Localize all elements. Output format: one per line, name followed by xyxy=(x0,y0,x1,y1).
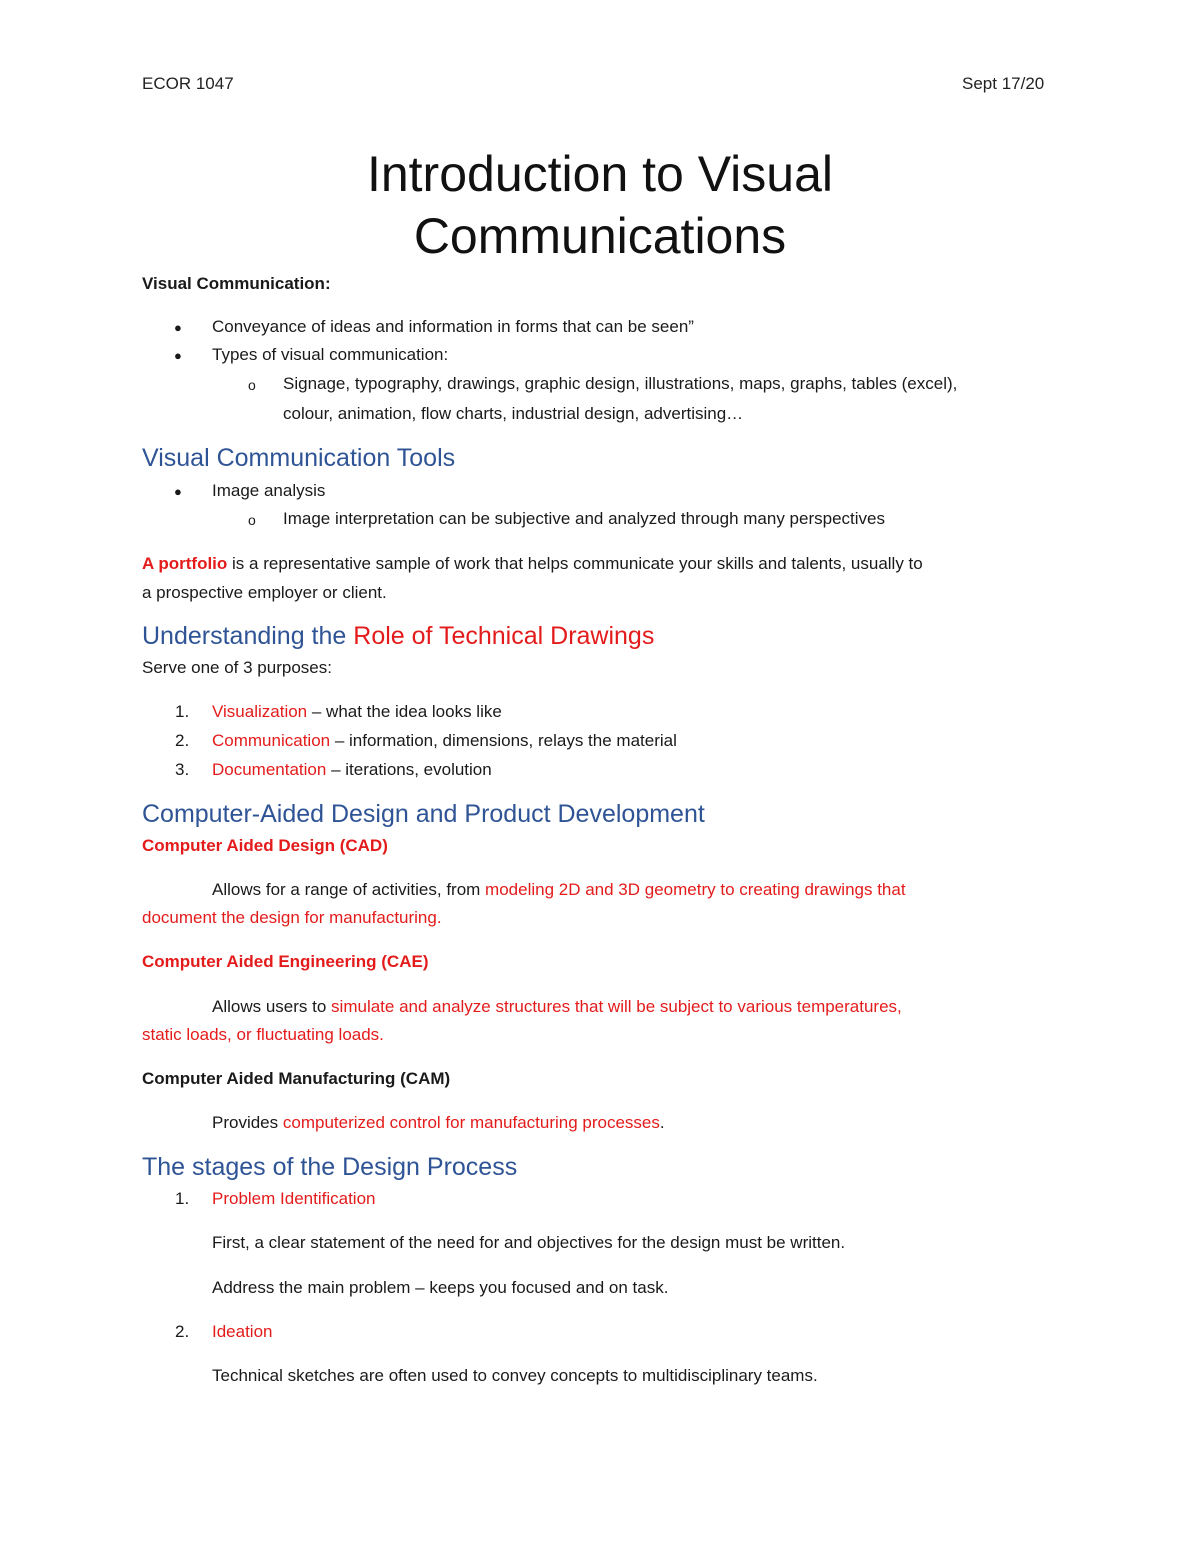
item-description: – what the idea looks like xyxy=(307,702,502,721)
heading-part-highlight: Role of Technical Drawings xyxy=(353,622,655,650)
role-intro: Serve one of 3 purposes: xyxy=(142,658,332,677)
cam-period: . xyxy=(659,1113,665,1132)
heading-design-process-stages: The stages of the Design Process xyxy=(142,1153,518,1181)
heading-visual-communication-tools: Visual Communication Tools xyxy=(142,444,456,472)
cad-paragraph-line2: document the design for manufacturing. xyxy=(142,908,442,927)
section-label-visual-communication: Visual Communication: xyxy=(142,274,331,293)
header-course: ECOR 1047 xyxy=(142,74,234,93)
sub-list-item: Signage, typography, drawings, graphic design, illustrations, maps, graphs, tables (excel), xyxy=(283,374,958,393)
stage-number: 1. xyxy=(175,1189,190,1208)
numbered-item xyxy=(175,702,189,722)
item-number: 1. xyxy=(175,702,190,721)
cae-highlight: simulate and analyze structures that will be subject to various temperatures, xyxy=(331,997,902,1016)
cam-label: Computer Aided Manufacturing (CAM) xyxy=(142,1069,451,1088)
cad-paragraph-line1 xyxy=(212,880,906,900)
item-term: Documentation xyxy=(212,760,327,779)
stage-term: Ideation xyxy=(212,1322,273,1341)
item-description: – iterations, evolution xyxy=(326,760,492,779)
hollow-circle-icon: o xyxy=(248,512,256,528)
cam-highlight: computerized control for manufacturing processes xyxy=(282,1113,660,1132)
portfolio-paragraph-line2: a prospective employer or client. xyxy=(142,583,387,602)
heading-computer-aided-design: Computer-Aided Design and Product Development xyxy=(142,800,705,828)
item-description: – information, dimensions, relays the material xyxy=(330,731,677,750)
portfolio-term: A portfolio xyxy=(142,554,228,573)
list-item: Image analysis xyxy=(212,481,326,500)
numbered-item xyxy=(175,731,189,751)
cae-label: Computer Aided Engineering (CAE) xyxy=(142,952,429,971)
header-date: Sept 17/20 xyxy=(962,74,1045,93)
numbered-item xyxy=(175,760,189,780)
stage-paragraph: First, a clear statement of the need for and objectives for the design must be written. xyxy=(212,1233,846,1252)
heading-part: Understanding the xyxy=(142,622,354,650)
cad-text: Allows for a range of activities, from xyxy=(212,880,486,899)
cae-paragraph-line2: static loads, or fluctuating loads. xyxy=(142,1025,384,1044)
sub-list-item-continued: colour, animation, flow charts, industrial design, advertising… xyxy=(283,404,744,423)
cad-label: Computer Aided Design (CAD) xyxy=(142,836,388,855)
stage-paragraph: Address the main problem – keeps you focused and on task. xyxy=(212,1278,669,1297)
item-number: 2. xyxy=(175,731,190,750)
numbered-item-text xyxy=(212,731,677,751)
portfolio-paragraph-line1 xyxy=(142,554,923,574)
item-term: Communication xyxy=(212,731,331,750)
page-title-line1: Introduction to Visual xyxy=(366,146,834,202)
bullet-dot-icon: ● xyxy=(174,320,182,335)
item-number: 3. xyxy=(175,760,190,779)
stage-term: Problem Identification xyxy=(212,1189,376,1208)
cae-paragraph-line1 xyxy=(212,997,902,1017)
heading-role-of-technical-drawings xyxy=(142,621,654,651)
cad-highlight: modeling 2D and 3D geometry to creating drawings that xyxy=(485,880,906,899)
portfolio-text: is a representative sample of work that helps communicate your skills and talents, usually to xyxy=(227,554,923,573)
stage-paragraph: Technical sketches are often used to convey concepts to multidisciplinary teams. xyxy=(212,1366,818,1385)
page-title-line2: Communications xyxy=(413,208,787,264)
cam-text: Provides xyxy=(212,1113,283,1132)
cae-text: Allows users to xyxy=(212,997,332,1016)
list-item: Types of visual communication: xyxy=(212,345,449,364)
cam-paragraph xyxy=(212,1113,665,1133)
bullet-dot-icon: ● xyxy=(174,484,182,499)
sub-list-item: Image interpretation can be subjective and analyzed through many perspectives xyxy=(283,509,885,528)
item-term: Visualization xyxy=(212,702,308,721)
hollow-circle-icon: o xyxy=(248,377,256,393)
numbered-item-text xyxy=(212,702,502,722)
numbered-item-text xyxy=(212,760,492,780)
list-item: Conveyance of ideas and information in forms that can be seen” xyxy=(212,317,694,336)
bullet-dot-icon: ● xyxy=(174,348,182,363)
stage-number: 2. xyxy=(175,1322,190,1341)
